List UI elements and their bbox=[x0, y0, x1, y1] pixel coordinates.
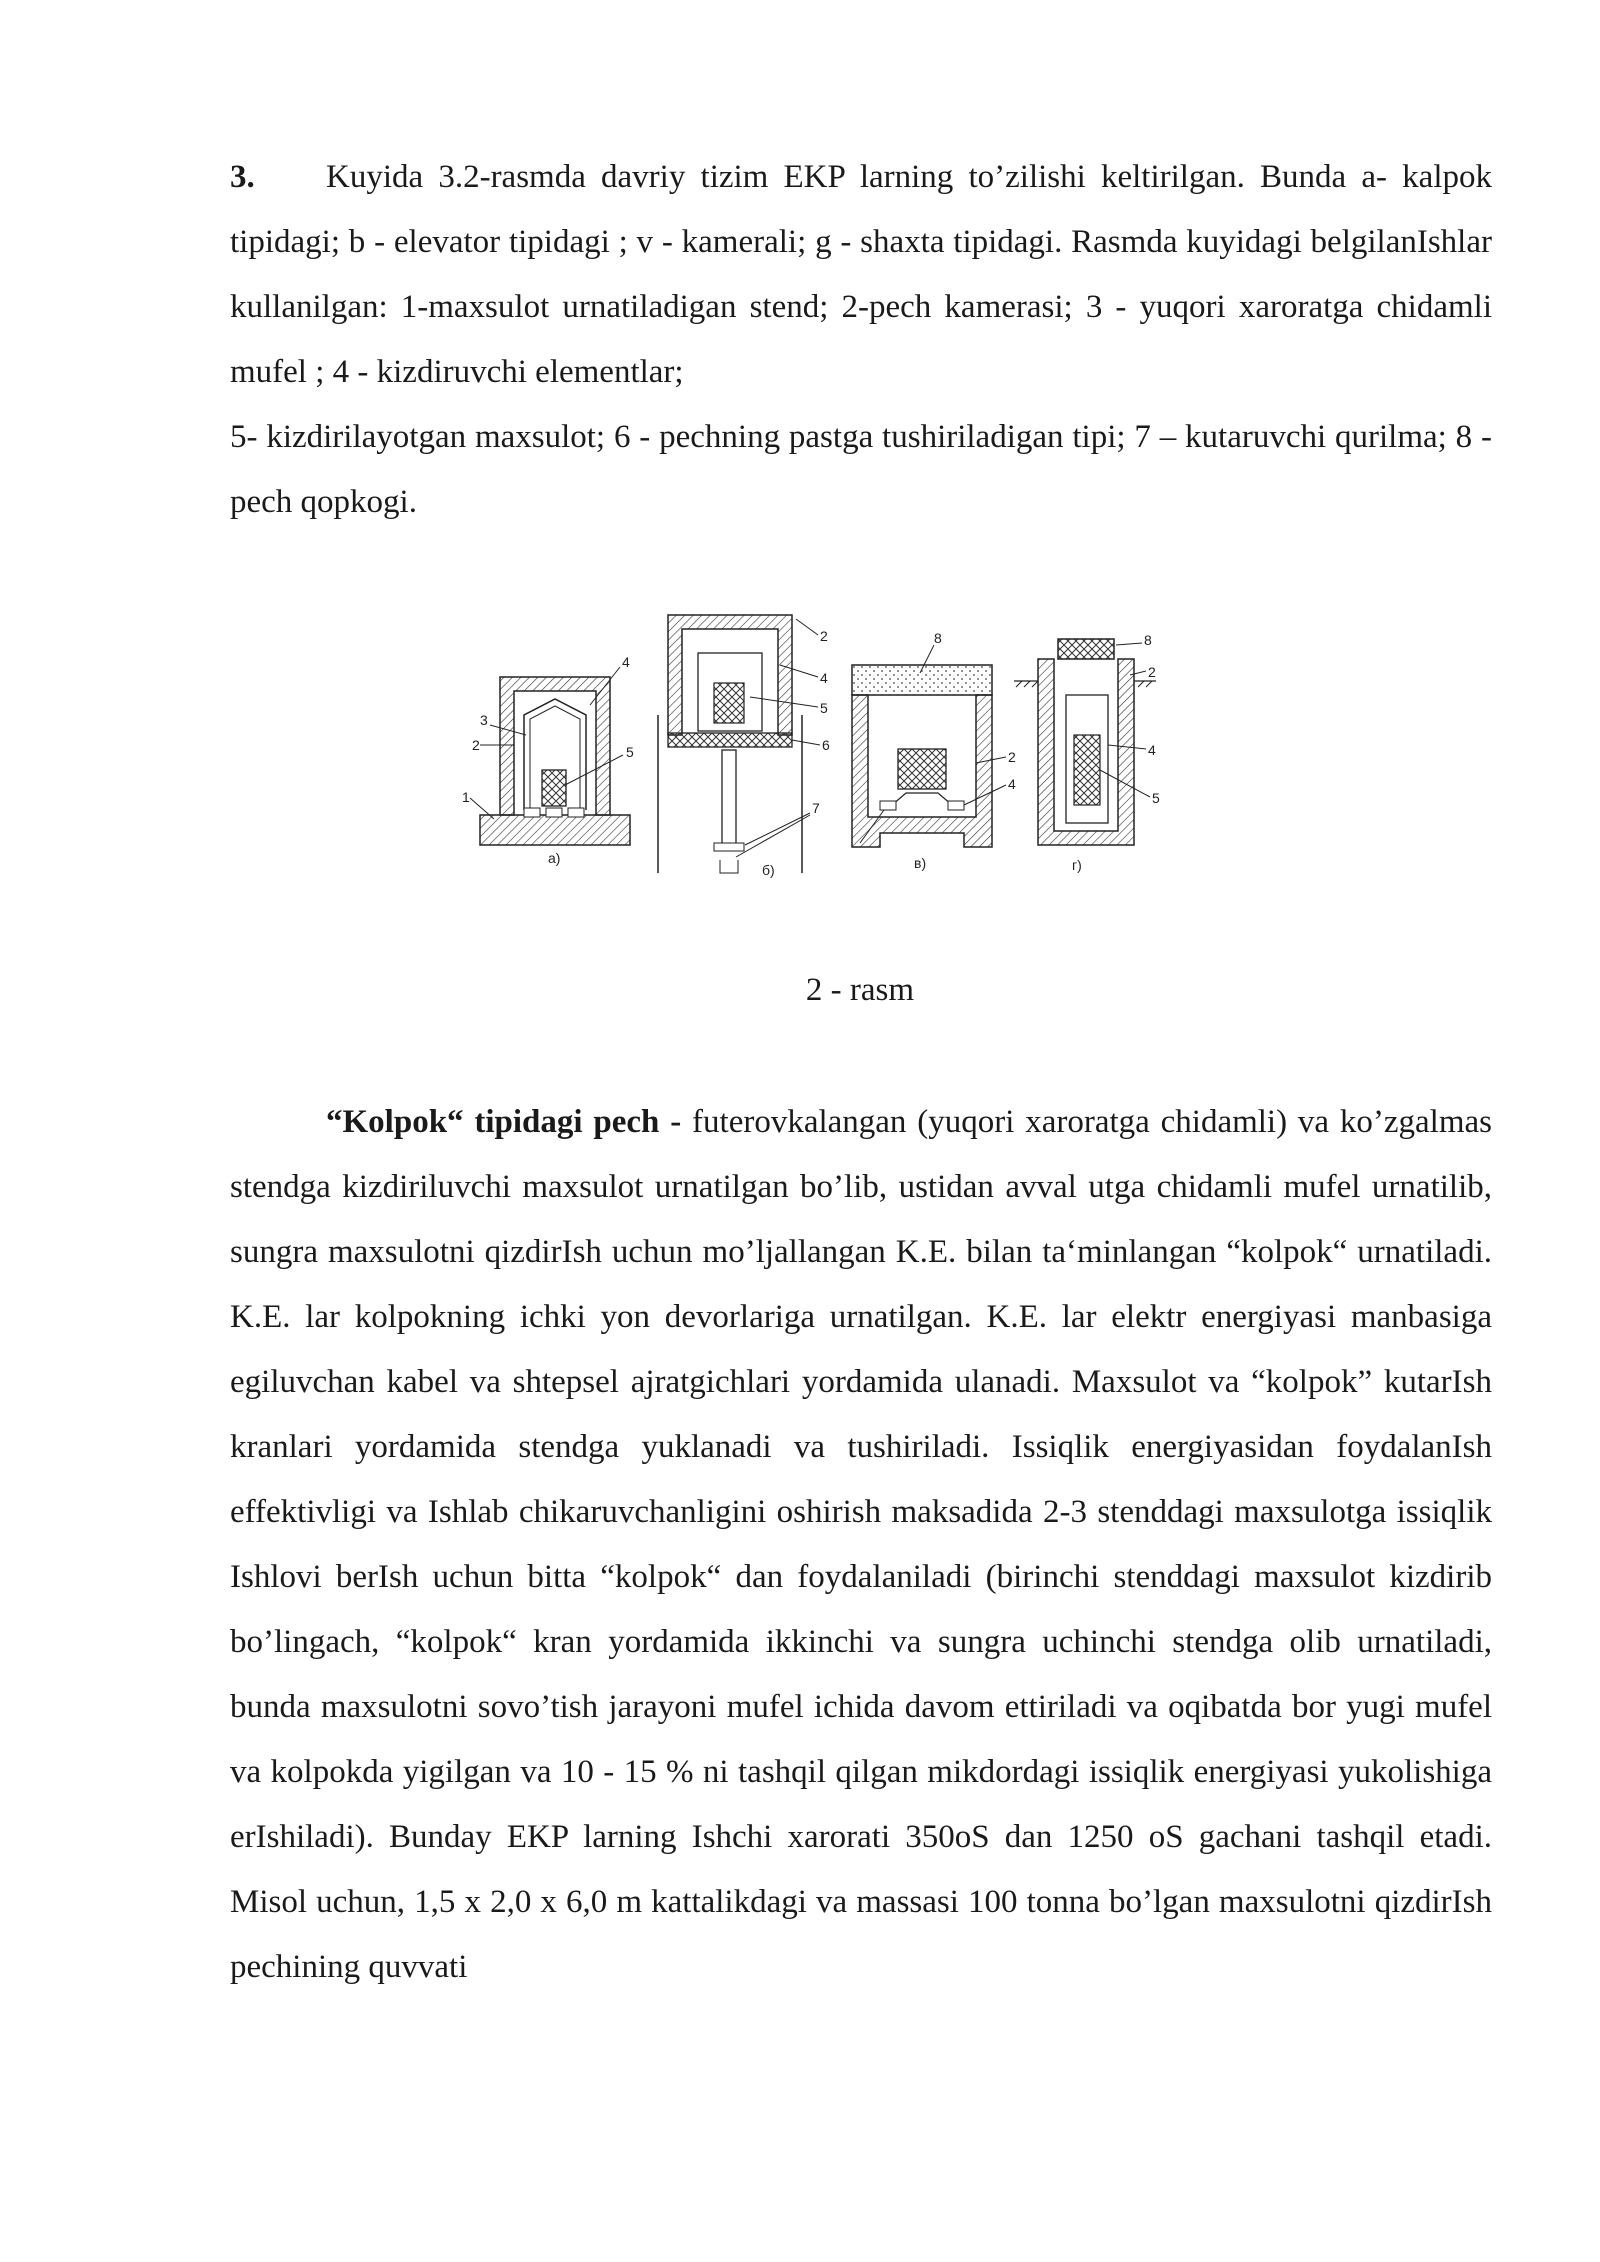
label-g-caption: г) bbox=[1072, 857, 1082, 873]
label-b-caption: б) bbox=[762, 862, 775, 878]
diagram-v-kamerali bbox=[852, 630, 1016, 871]
diagram-b-elevator bbox=[658, 615, 830, 878]
label-b-6: 6 bbox=[822, 737, 830, 753]
label-g-5: 5 bbox=[1152, 790, 1160, 806]
body-paragraph bbox=[230, 1090, 1492, 2000]
body-text: futerovkalangan (yuqori xaroratga chidamli) va ko’zgalmas stendga kizdiriluvchi maxsulot urnatilgan bo’lib, ustidan avval utga chidamli mufel urnatilib, sungra maxsulotni qizdirIsh uchun mo’ljallangan K.E. bilan ta‘minlangan “kolpok“ urnatiladi. K.E. lar kolpokning ichki yon devorlariga urnatilgan. K.E. lar elektr energiyasi manbasiga egiluvchan kabel va shtepsel ajratgichlari yordamida ulanadi. Maxsulot va “kolpok” kutarIsh kranlari yordamida stendga yuklanadi va tushiriladi. Issiqlik energiyasidan foydalanIsh effektivligi va Ishlab chikaruvchanligini oshirish maksadida 2-3 stenddagi maxsulotga issiqlik Ishlovi berIsh uchun bitta “kolpok“ dan foydalaniladi (birinchi stenddagi maxsulot kizdirib bo’lingach, “kolpok“ kran yordamida ikkinchi va sungra uchinchi stendga olib urnatiladi, bunda maxsulotni sovo’tish jarayoni mufel ichida davom ettiriladi va oqibatda bor yugi mufel va kolpokda yigilgan va 10 - 15 % ni tashqil qilgan mikdordagi issiqlik energiyasi yukolishiga erIshiladi). Bunday EKP larning Ishchi xarorati 350oS dan 1250 oS gachani tashqil etadi. Misol uchun, 1,5 x 2,0 x 6,0 m kattalikdagi va massasi 100 tonna bo’lgan maxsulotni qizdirIsh pechining quvvati bbox=[230, 1104, 1492, 1985]
label-a-5: 5 bbox=[626, 744, 634, 760]
item-number: 3. bbox=[230, 159, 255, 195]
label-b-2: 2 bbox=[820, 628, 828, 644]
intro-text-part2: 5- kizdirilayotgan maxsulot; 6 - pechning pastga tushiriladigan tipi; 7 – kutaruvchi qurilma; 8 - pech qopkogi. bbox=[230, 419, 1492, 520]
label-v-8: 8 bbox=[934, 630, 942, 646]
label-b-5: 5 bbox=[820, 700, 828, 716]
label-v-2: 2 bbox=[1008, 749, 1016, 765]
body-dash: - bbox=[659, 1104, 693, 1140]
label-a-4: 4 bbox=[622, 654, 630, 670]
diagram-a-kolpok bbox=[462, 654, 634, 866]
label-a-1: 1 bbox=[462, 789, 470, 805]
label-b-7: 7 bbox=[812, 800, 820, 816]
diagram-g-shaxta bbox=[1014, 632, 1160, 873]
label-b-4: 4 bbox=[820, 670, 828, 686]
intro-text-part1: Kuyida 3.2-rasmda davriy tizim EKP larning to’zilishi keltirilgan. Bunda a- kalpok tipidagi; b - elevator tipidagi ; v - kamerali; g - shaxta tipidagi. Rasmda kuyidagi belgilanIshlar kullanilgan: 1-maxsulot urnatiladigan stend; 2-pech kamerasi; 3 - yuqori xaroratga chidamli mufel ; 4 - kizdiruvchi elementlar; bbox=[230, 159, 1492, 390]
figure-caption: 2 - rasm bbox=[805, 972, 915, 1008]
label-g-2: 2 bbox=[1148, 664, 1156, 680]
label-v-4: 4 bbox=[1008, 776, 1016, 792]
body-bold-lead: “Kolpok“ tipidagi pech bbox=[326, 1104, 660, 1140]
furnace-diagram-figure bbox=[440, 605, 1160, 895]
label-v-caption: в) bbox=[914, 855, 927, 871]
intro-paragraph bbox=[230, 145, 1492, 535]
label-a-caption: а) bbox=[548, 850, 561, 866]
furnace-diagram bbox=[440, 605, 1160, 895]
label-g-4: 4 bbox=[1148, 742, 1156, 758]
label-a-3: 3 bbox=[480, 712, 488, 728]
label-g-8: 8 bbox=[1144, 632, 1152, 648]
intro-text bbox=[230, 145, 1492, 405]
label-a-2: 2 bbox=[472, 737, 480, 753]
